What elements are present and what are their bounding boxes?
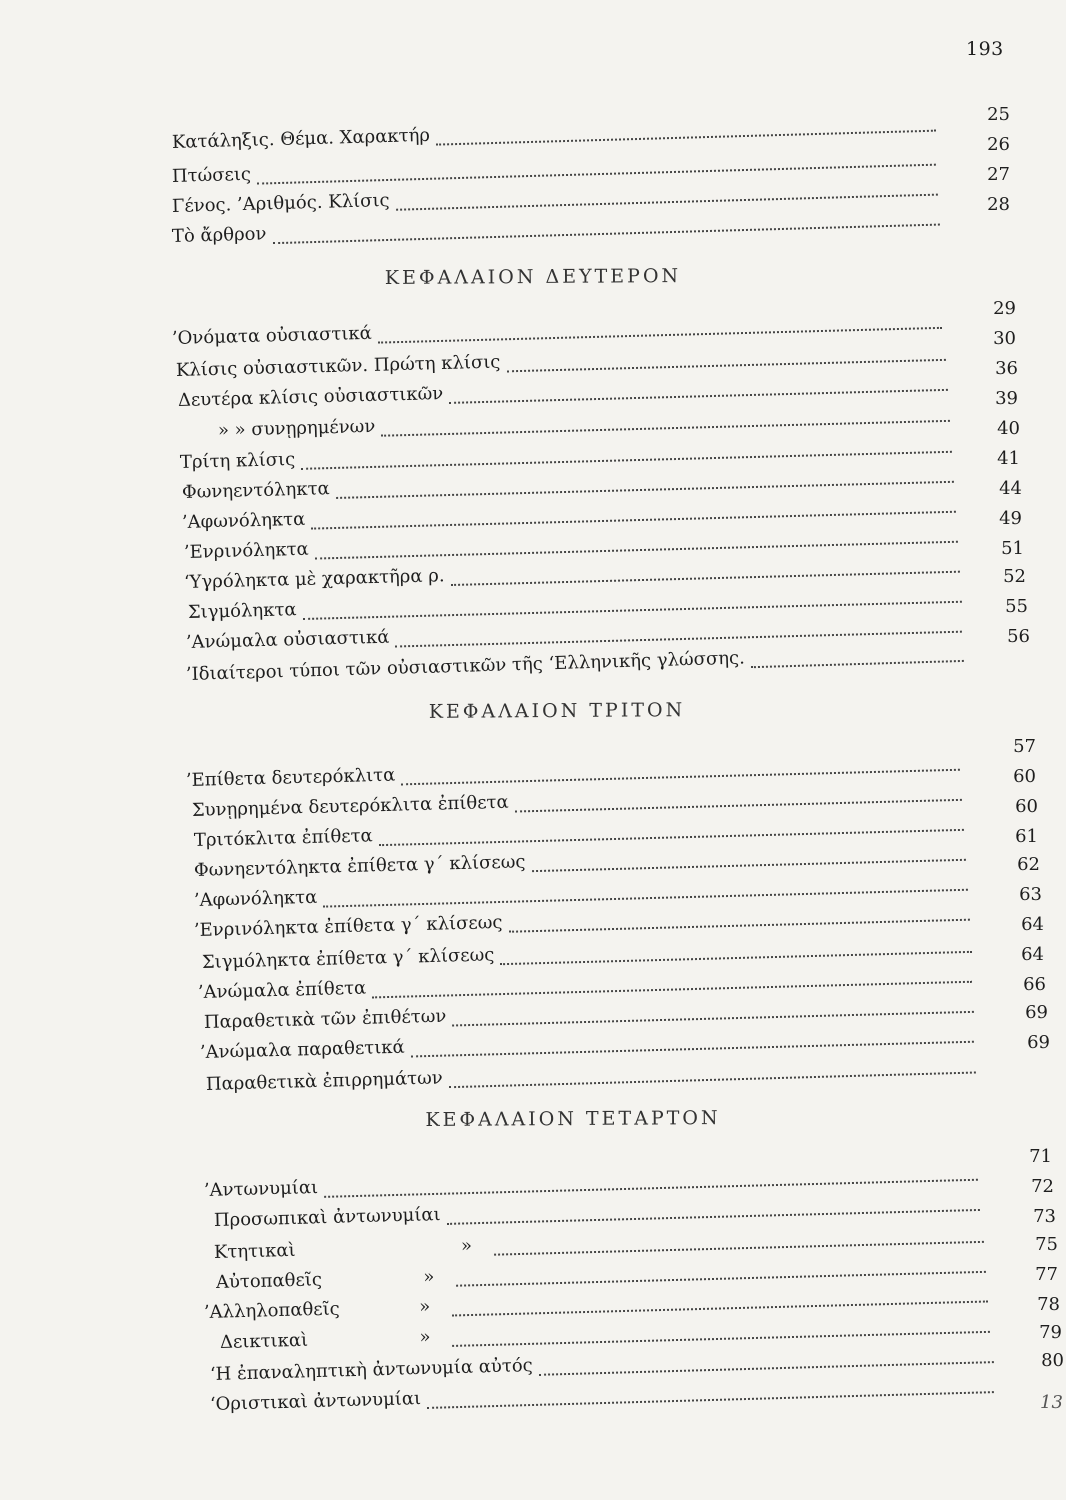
toc-entry-label: ’Ονόματα οὐσιαστικά xyxy=(171,322,373,349)
toc-entry-label: ‘Οριστικαὶ ἀντωνυμίαι xyxy=(209,1388,422,1415)
toc-entry-label: Τρίτη κλίσις xyxy=(179,448,296,473)
toc-entry-label: Φωνηεντόληκτα ἐπίθετα γ΄ κλίσεως xyxy=(193,851,526,881)
toc-entry-label: Κατάληξις. Θέμα. Χαρακτήρ xyxy=(171,124,431,153)
toc-entry-label: » » συνῃρημένων xyxy=(217,415,376,441)
section-title: ΚΕΦΑΛΑΙΟΝ ΤΕΤΑΡΤΟΝ xyxy=(425,1106,721,1132)
toc-page-number: 57 xyxy=(1013,736,1036,757)
leader-dots xyxy=(401,755,960,786)
leader-dots xyxy=(452,997,974,1027)
toc-page-number: 41 xyxy=(997,448,1020,469)
toc-page-number: 30 xyxy=(993,328,1016,349)
toc-page-number: 25 xyxy=(987,104,1010,125)
toc-page-number: 60 xyxy=(1013,766,1036,787)
toc-entry-label: ’Αλληλοπαθεῖς xyxy=(203,1298,341,1323)
toc-entry-label: ’Επίθετα δευτερόκλιτα xyxy=(185,764,396,791)
toc-page-number: 29 xyxy=(993,298,1016,319)
toc-page-number: 80 xyxy=(1041,1350,1064,1371)
toc-entry-label: Φωνηεντόληκτα xyxy=(181,478,330,503)
toc-entry-label: Κλίσις οὐσιαστικῶν. Πρώτη κλίσις xyxy=(175,351,501,381)
ditto-mark: » xyxy=(460,1235,473,1257)
toc-page-number: 64 xyxy=(1021,944,1044,965)
toc-page-number: 56 xyxy=(1007,626,1030,647)
toc-page-number: 55 xyxy=(1005,596,1028,617)
toc-page-number: 71 xyxy=(1029,1146,1052,1167)
toc-entry-label: ’Ανώμαλα παραθετικά xyxy=(199,1036,405,1063)
toc-page-number: 39 xyxy=(995,388,1018,409)
toc-entry-label: ’Ανώμαλα ἐπίθετα xyxy=(197,977,367,1003)
toc-page-number: 73 xyxy=(1033,1206,1056,1227)
leader-dots xyxy=(751,646,964,668)
ditto-mark: » xyxy=(419,1326,431,1348)
toc-entry-label: ’Αφωνόληκτα xyxy=(181,508,306,533)
page-number: 193 xyxy=(966,38,1004,60)
toc-page-number: 44 xyxy=(999,478,1022,499)
toc-page-number: 36 xyxy=(995,358,1018,379)
leader-dots xyxy=(500,937,972,965)
toc-entry-label: Συνῃρημένα δευτερόκλιτα ἐπίθετα xyxy=(191,791,509,821)
leader-dots xyxy=(436,116,936,146)
toc-entry-label: Προσωπικαὶ ἀντωνυμίαι xyxy=(213,1204,441,1231)
toc-page-number: 69 xyxy=(1025,1002,1048,1023)
toc-page-number: 75 xyxy=(1035,1234,1058,1255)
toc-page-number: 79 xyxy=(1039,1322,1062,1343)
toc-entry-label: ‘Η ἐπαναληπτικὴ ἀντωνυμία αὐτός xyxy=(209,1354,534,1385)
toc-entry-label: Πτώσεις xyxy=(171,163,252,187)
leader-dots xyxy=(508,905,970,933)
leader-dots xyxy=(381,406,950,437)
toc-entry-label: Κτητικαὶ xyxy=(213,1239,296,1263)
toc-entry-label: Παραθετικὰ τῶν ἐπιθέτων xyxy=(203,1005,447,1033)
toc-entry-label: ’Ενρινόληκτα ἐπίθετα γ΄ κλίσεως xyxy=(193,911,503,941)
leader-dots xyxy=(449,375,948,404)
toc-page-number: 27 xyxy=(987,164,1010,185)
toc-page-number: 28 xyxy=(987,194,1010,215)
leader-dots xyxy=(411,1027,974,1058)
toc-entry-label: Σιγμόληκτα ἐπίθετα γ΄ κλίσεως xyxy=(201,944,495,973)
toc-page-number: 72 xyxy=(1031,1176,1054,1197)
toc-page-number: 60 xyxy=(1015,796,1038,817)
toc-page-number: 51 xyxy=(1001,538,1024,559)
toc-page-number: 77 xyxy=(1035,1264,1058,1285)
ditto-mark: » xyxy=(418,1296,431,1318)
toc-page-number: 66 xyxy=(1023,974,1046,995)
leader-dots xyxy=(378,313,942,344)
toc-entry-label: ’Ενρινόληκτα xyxy=(183,538,309,563)
toc-page-number: 52 xyxy=(1003,566,1026,587)
toc-page-number: 61 xyxy=(1015,826,1038,847)
leader-dots xyxy=(449,1058,976,1089)
leader-dots xyxy=(493,1227,984,1256)
toc-entry-label: ’Αφωνόληκτα xyxy=(193,886,318,911)
leader-dots xyxy=(531,845,966,872)
leader-dots xyxy=(446,1195,979,1225)
leader-dots xyxy=(427,1377,994,1409)
ditto-mark: » xyxy=(423,1266,435,1288)
leader-dots xyxy=(452,1286,988,1316)
toc-entry-label: Δευτέρα κλίσις οὐσιαστικῶν xyxy=(177,383,444,411)
section-title: ΚΕΦΑΛΑΙΟΝ ΔΕΥΤΕΡΟΝ xyxy=(384,264,682,290)
toc-page-number: 69 xyxy=(1027,1032,1050,1053)
toc-page-number: 49 xyxy=(999,508,1022,529)
toc-entry-label: Παραθετικὰ ἐπιρρημάτων xyxy=(205,1067,443,1095)
leader-dots xyxy=(450,557,960,586)
toc-page-number: 40 xyxy=(997,418,1020,439)
toc-page-number: 62 xyxy=(1017,854,1040,875)
toc-entry-label: ’Αντωνυμίαι xyxy=(203,1177,319,1201)
signature-mark: 13 xyxy=(1040,1392,1063,1413)
leader-dots xyxy=(506,345,946,372)
toc-entry-label: Αὐτοπαθεῖς xyxy=(215,1269,323,1293)
toc-page-number: 78 xyxy=(1037,1294,1060,1315)
toc-entry-label: ’Ιδιαίτεροι τύποι τῶν οὐσιαστικῶν τῆς ‘Ελληνικῆς γλώσσης. xyxy=(185,647,746,685)
leader-dots xyxy=(452,1317,990,1347)
toc-entry-label: Τὸ ἄρθρον xyxy=(171,223,267,247)
toc-entry-label: Γένος. ’Αριθμός. Κλίσις xyxy=(171,189,390,217)
leader-dots xyxy=(539,1347,994,1376)
leader-dots xyxy=(456,1257,986,1287)
toc-entry-label: Σιγμόληκτα xyxy=(187,599,297,623)
toc-entry-label: Τριτόκλιτα ἐπίθετα xyxy=(193,825,373,851)
toc-entry-label: ’Ανώμαλα οὐσιαστικά xyxy=(185,626,390,653)
toc-page-number: 63 xyxy=(1019,884,1042,905)
toc-entry-label: Δεικτικαὶ xyxy=(219,1329,309,1353)
toc-page-number: 26 xyxy=(987,134,1010,155)
leader-dots xyxy=(514,785,961,813)
toc-page-number: 64 xyxy=(1021,914,1044,935)
section-title: ΚΕΦΑΛΑΙΟΝ ΤΡΙΤΟΝ xyxy=(428,699,686,723)
toc-entry-label: ‘Υγρόληκτα μὲ χαρακτῆρα ρ. xyxy=(183,565,445,593)
